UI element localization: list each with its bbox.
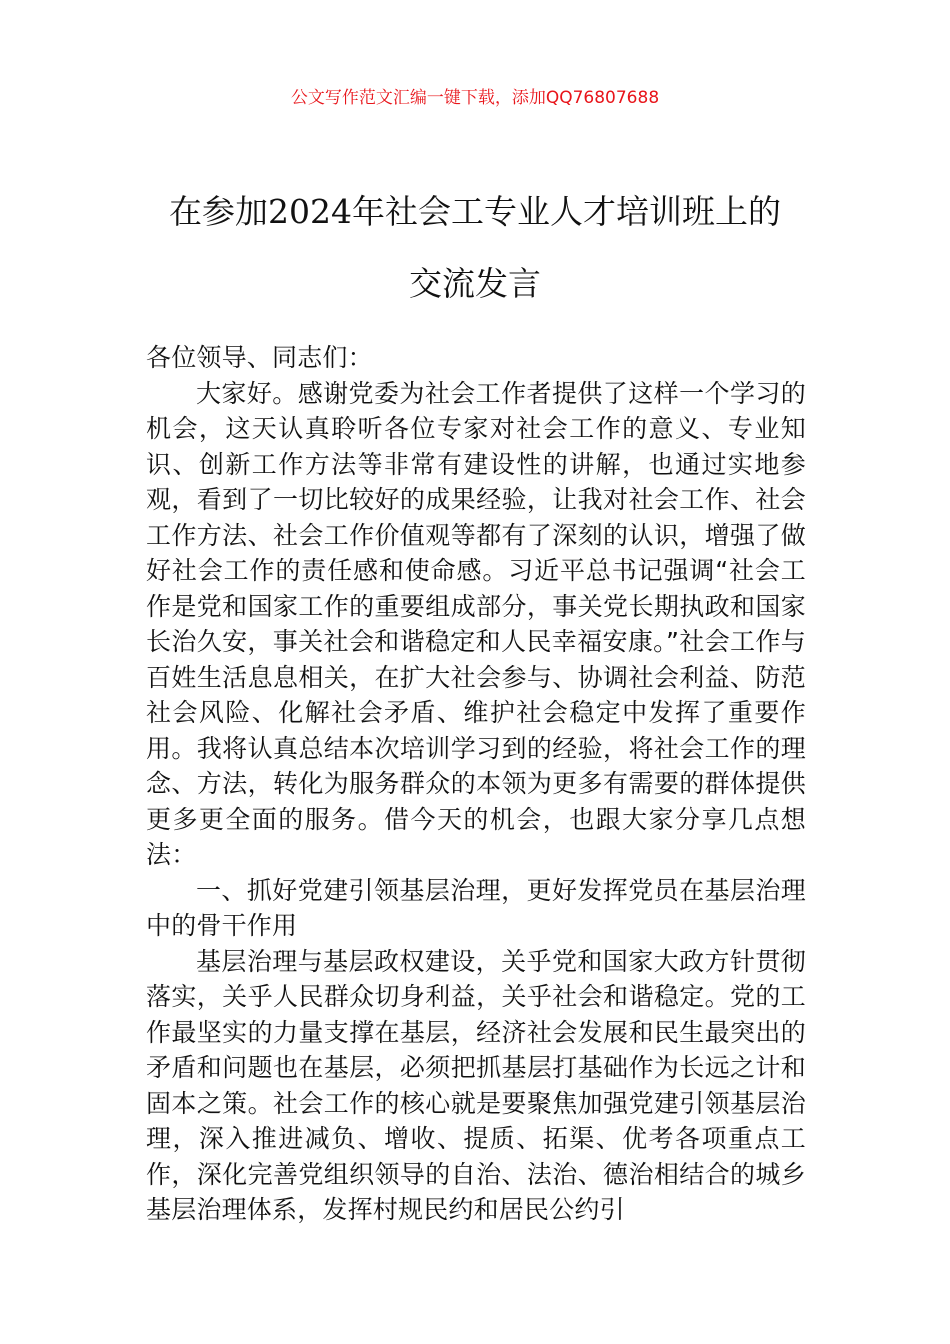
- salutation: 各位领导、同志们：: [146, 343, 373, 372]
- document-body: [146, 340, 806, 1228]
- title-line-2: 交流发言: [409, 264, 541, 303]
- document-title: [80, 176, 870, 320]
- paragraph-opening: 大家好。感谢党委为社会工作者提供了这样一个学习的机会，这天认真聆听各位专家对社会工作的意义、专业知识、创新工作方法等非常有建设性的讲解，也通过实地参观，看到了一切比较好的成果经验，让我对社会工作、社会工作方法、社会工作价值观等都有了深刻的认识，增强了做好社会工作的责任感和使命感。习近平总书记强调“社会工作是党和国家工作的重要组成部分，事关党长期执政和国家长治久安，事关社会和谐稳定和人民幸福安康。”社会工作与百姓生活息息相关，在扩大社会参与、协调社会利益、防范社会风险、化解社会矛盾、维护社会稳定中发挥了重要作用。我将认真总结本次培训学习到的经验，将社会工作的理念、方法，转化为服务群众的本领为更多有需要的群体提供更多更全面的服务。借今天的机会，也跟大家分享几点想法：: [146, 378, 806, 869]
- title-line-1: 在参加2024年社会工专业人才培训班上的: [169, 192, 781, 231]
- promo-header[interactable]: 公文写作范文汇编一键下载，添加QQ76807688: [290, 88, 660, 108]
- paragraph-section-1: 基层治理与基层政权建设，关乎党和国家大政方针贯彻落实，关乎人民群众切身利益，关乎社会和谐稳定。党的工作最坚实的力量支撑在基层，经济社会发展和民生最突出的矛盾和问题也在基层，必须把抓基层打基础作为长远之计和固本之策。社会工作的核心就是要聚焦加强党建引领基层治理，深入推进减负、增收、提质、拓渠、优考各项重点工作，深化完善党组织领导的自治、法治、德治相结合的城乡基层治理体系，发挥村规民约和居民公约引: [146, 946, 806, 1224]
- section-heading-1: 一、抓好党建引领基层治理，更好发挥党员在基层治理中的骨干作用: [146, 875, 806, 940]
